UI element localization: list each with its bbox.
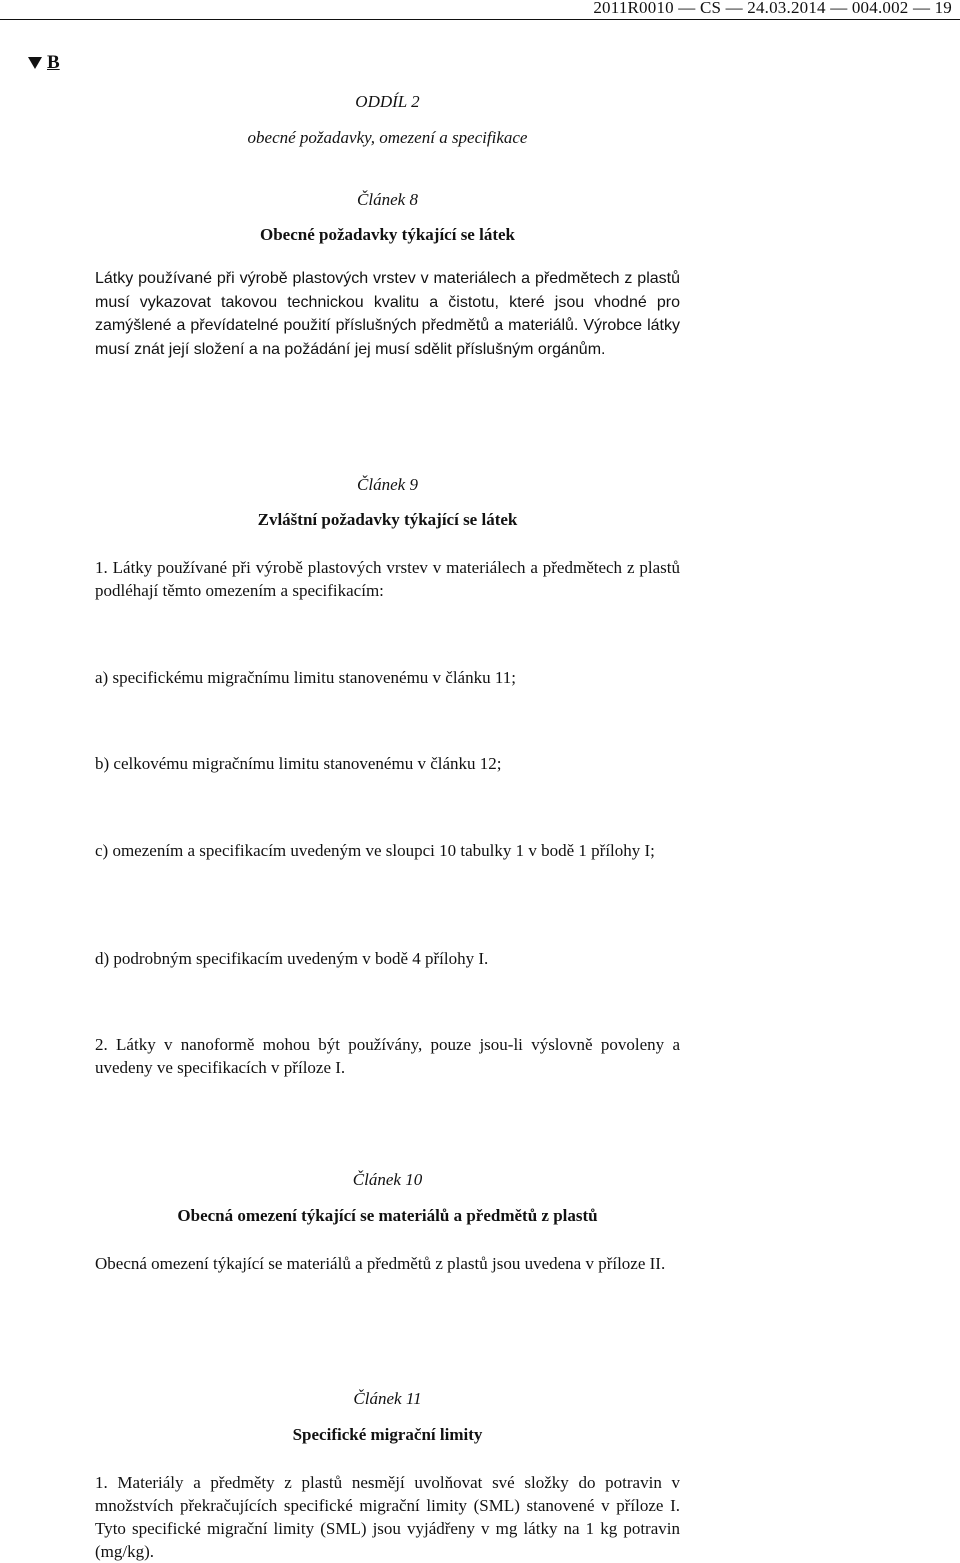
amendment-marker-letter: B bbox=[47, 52, 60, 73]
article-9-paragraph-1: 1. Látky používané při výrobě plastových vrstev v materiálech a předmětech z plastů podléhají těmto omezením a specifikacím: bbox=[95, 558, 680, 600]
article-9-item-c: c) omezením a specifikacím uvedeným ve sloupci 10 tabulky 1 v bodě 1 přílohy I; bbox=[95, 841, 655, 860]
article-9-item-b: b) celkovému migračnímu limitu stanovenému v článku 12; bbox=[95, 754, 502, 773]
section-subtitle: obecné požadavky, omezení a specifikace bbox=[247, 128, 528, 147]
article-8-heading: Obecné požadavky týkající se látek bbox=[260, 225, 515, 244]
page-header bbox=[0, 0, 960, 22]
section-title: ODDÍL 2 bbox=[355, 92, 420, 111]
amendment-marker bbox=[28, 51, 60, 74]
article-11-heading: Specifické migrační limity bbox=[292, 1425, 483, 1444]
article-9-paragraph-2: 2. Látky v nanoformě mohou být používány, pouze jsou-li výslovně povoleny a uvedeny ve specifikacích v příloze I. bbox=[95, 1035, 680, 1077]
article-9-heading: Zvláštní požadavky týkající se látek bbox=[257, 510, 518, 529]
header-reference: 2011R0010 — CS — 24.03.2014 — 004.002 — 19 bbox=[593, 0, 952, 17]
article-10-text: Obecná omezení týkající se materiálů a předmětů z plastů jsou uvedena v příloze II. bbox=[95, 1254, 666, 1273]
article-11-paragraph-1: 1. Materiály a předměty z plastů nesmějí uvolňovat své složky do potravin v množstvích překračujících specifické migrační limity (SML) stanovené v příloze I. Tyto specifické migrační limity (SML) jsou vyjádřeny v mg látky na 1 kg potravin (mg/kg). bbox=[95, 1473, 680, 1561]
header-rule bbox=[0, 19, 960, 20]
article-10-number: Článek 10 bbox=[352, 1170, 423, 1189]
article-9-item-d: d) podrobným specifikacím uvedeným v bodě 4 přílohy I. bbox=[95, 949, 489, 968]
article-10-heading: Obecná omezení týkající se materiálů a předmětů z plastů bbox=[177, 1206, 598, 1225]
article-9-item-a: a) specifickému migračnímu limitu stanovenému v článku 11; bbox=[95, 668, 516, 687]
article-11-number: Článek 11 bbox=[353, 1389, 422, 1408]
article-8-text: Látky používané při výrobě plastových vrstev v materiálech a předmětech z plastů musí vykazovat takovou technickou kvalitu a čistotu, které jsou vhodné pro zamýšlené a převídatelné použití příslušných předmětů a materiálů. Výrobce látky musí znát její složení a na požádání jej musí sdělit příslušným orgánům. bbox=[95, 270, 680, 358]
triangle-down-icon bbox=[28, 57, 42, 69]
article-8-number: Článek 8 bbox=[357, 190, 418, 209]
article-9-number: Článek 9 bbox=[357, 475, 418, 494]
